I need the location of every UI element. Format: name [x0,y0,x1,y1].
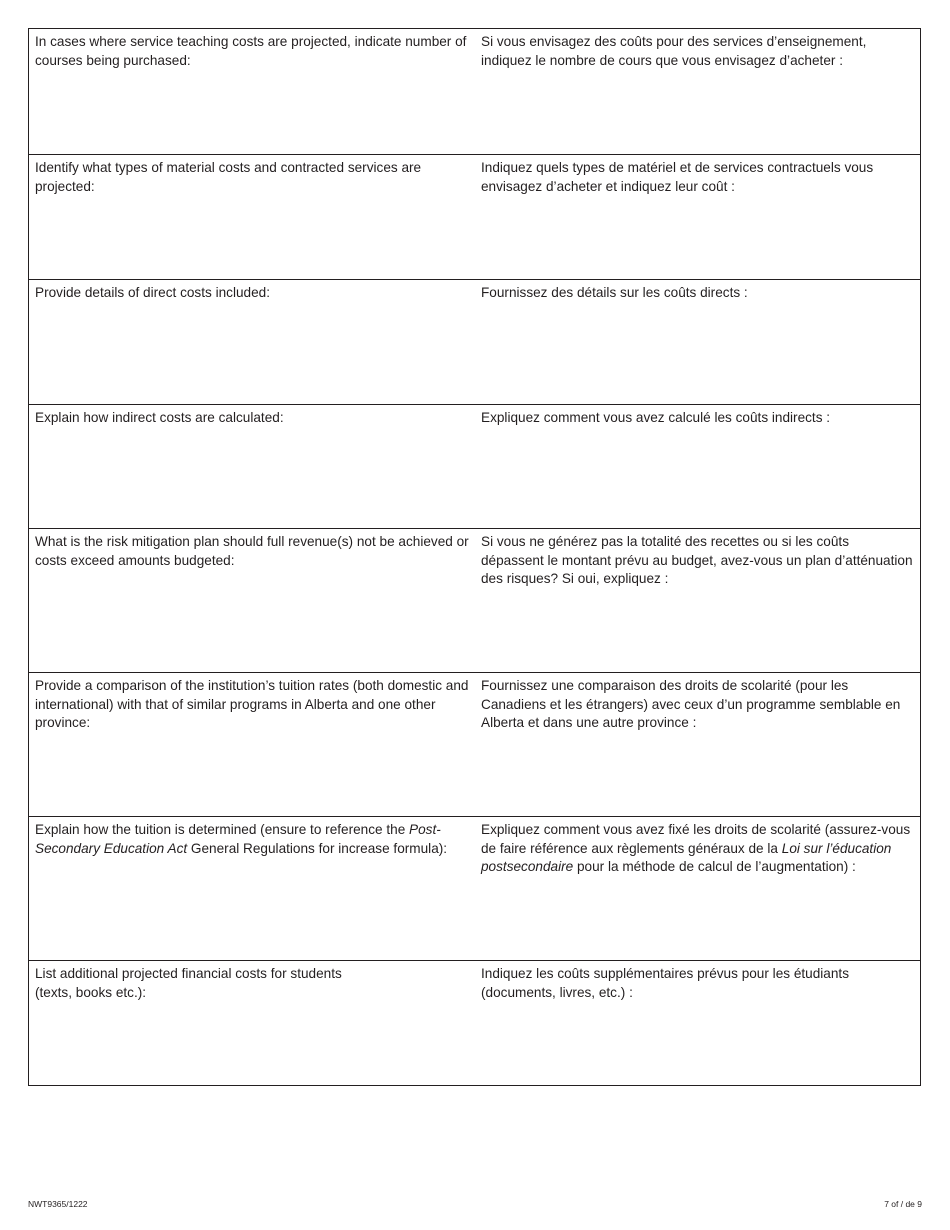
question-en: Identify what types of material costs and contracted services are projected: [35,160,422,194]
table-row [29,528,920,672]
act-title-fr: Loi sur l’éducation postsecondaire [481,840,892,875]
cost-details-table [28,28,921,1086]
question-fr-text: Expliquez comment vous avez fixé les droits de scolarité (assurez-vous de faire référence aux règlements généraux de la [481,822,911,856]
question-fr: Fournissez une comparaison des droits de scolarité (pour les Canadiens et les étrangers) avec ceux d’un programme semblable en Alberta et dans une autre province : [481,678,901,731]
table-row [29,672,920,816]
question-fr-text: pour la méthode de calcul de l’augmentation) : [573,859,856,875]
table-row [29,154,920,279]
question-fr: Fournissez des détails sur les coûts directs : [481,285,748,300]
question-fr: Indiquez quels types de matériel et de services contractuels vous envisagez d’acheter et indiquez leur coût : [481,160,874,194]
table-row [29,404,920,528]
table-row [29,279,920,404]
question-en [29,961,475,1085]
question-en: In cases where service teaching costs are projected, indicate number of courses being purchased: [35,34,467,68]
table-row [29,29,920,154]
form-number: NWT9365/1222 [28,1199,88,1209]
question-en-text: Explain how the tuition is determined (ensure to reference the [35,822,410,837]
question-en: Provide a comparison of the institution’s tuition rates (both domestic and international) with that of similar programs in Alberta and one other province: [35,678,469,731]
act-title-en: Post-Secondary Education Act [35,822,441,856]
question-fr: Si vous ne générez pas la totalité des recettes ou si les coûts dépassent le montant prévu au budget, avez-vous un plan d’atténuation des risques? Si oui, expliquez : [481,534,913,587]
question-fr [475,817,920,960]
question-en-line: (texts, books etc.): [35,984,147,1000]
question-fr: Si vous envisagez des coûts pour des services d’enseignement, indiquez le nombre de cours que vous envisagez d’acheter : [481,34,867,68]
question-en-text: General Regulations for increase formula): [187,840,448,856]
table-row [29,960,920,1085]
question-en [29,817,475,960]
page-number: 7 of / de 9 [884,1199,922,1209]
question-en-line: List additional projected financial costs for students [35,966,342,981]
table-row [29,816,920,960]
question-en: What is the risk mitigation plan should full revenue(s) not be achieved or costs exceed amounts budgeted: [35,534,469,568]
question-en: Provide details of direct costs included: [35,285,270,300]
question-fr: Expliquez comment vous avez calculé les coûts indirects : [481,410,831,425]
question-fr: Indiquez les coûts supplémentaires prévus pour les étudiants (documents, livres, etc.) : [481,966,850,1000]
question-en: Explain how indirect costs are calculated: [35,410,284,425]
